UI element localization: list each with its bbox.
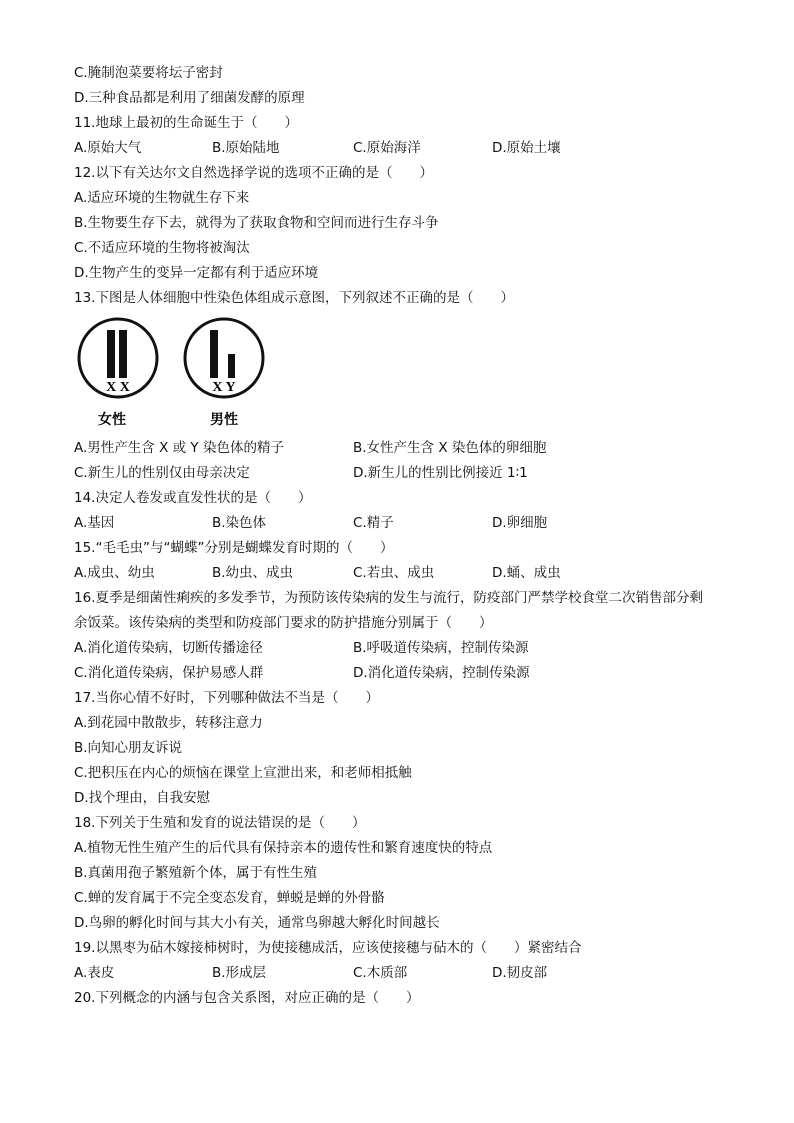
q12-stem: 12.以下有关达尔文自然选择学说的选项不正确的是（ ）: [74, 165, 433, 181]
q18-option-d: D.鸟卵的孵化时间与其大小有关，通常鸟卵越大孵化时间越长: [74, 915, 440, 931]
q18-option-b: B.真菌用孢子繁殖新个体，属于有性生殖: [74, 865, 318, 881]
q12-option-b: B.生物要生存下去，就得为了获取食物和空间而进行生存斗争: [74, 215, 439, 231]
q18-stem: 18.下列关于生殖和发育的说法错误的是（ ）: [74, 815, 366, 831]
q17-option-a: A.到花园中散散步，转移注意力: [74, 715, 263, 731]
q12-option-a: A.适应环境的生物就生存下来: [74, 190, 250, 206]
sex-chromosome-figure: [74, 316, 284, 432]
q18-option-c: C.蝉的发育属于不完全变态发育，蝉蜕是蝉的外骨骼: [74, 890, 385, 906]
q19-option-d: D.韧皮部: [492, 965, 548, 981]
male-label: 男性: [210, 412, 238, 428]
q14-stem: 14.决定人卷发或直发性状的是（ ）: [74, 490, 312, 506]
q17-option-b: B.向知心朋友诉说: [74, 740, 183, 756]
q16-option-b: B.呼吸道传染病，控制传染源: [353, 640, 529, 656]
q12-option-d: D.生物产生的变异一定都有利于适应环境: [74, 265, 319, 281]
q14-option-d: D.卵细胞: [492, 515, 548, 531]
male-x-chromosome: [210, 330, 218, 378]
q19-stem: 19.以黑枣为砧木嫁接柿树时，为使接穗成活，应该使接穗与砧木的（ ）紧密结合: [74, 940, 582, 956]
q14-option-b: B.染色体: [212, 515, 267, 531]
q16-option-a: A.消化道传染病，切断传播途径: [74, 640, 263, 656]
female-x-chromosome-2: [119, 330, 127, 378]
male-chromosome-letters: X Y: [212, 380, 236, 395]
q15-option-c: C.若虫、成虫: [353, 565, 435, 581]
q11-option-b: B.原始陆地: [212, 140, 280, 156]
q19-option-a: A.表皮: [74, 965, 115, 981]
q19-option-b: B.形成层: [212, 965, 267, 981]
female-x-chromosome-1: [107, 330, 115, 378]
q13-option-c: C.新生儿的性别仅由母亲决定: [74, 465, 250, 481]
q10-option-d: D.三种食品都是利用了细菌发酵的原理: [74, 90, 305, 106]
q15-option-b: B.幼虫、成虫: [212, 565, 294, 581]
q13-option-a: A.男性产生含 X 或 Y 染色体的精子: [74, 440, 284, 456]
q13-option-d: D.新生儿的性别比例接近 1∶1: [353, 465, 528, 481]
q20-stem: 20.下列概念的内涵与包含关系图，对应正确的是（ ）: [74, 990, 420, 1006]
q15-stem: 15.“毛毛虫”与“蝴蝶”分别是蝴蝶发育时期的（ ）: [74, 540, 394, 556]
q13-stem: 13.下图是人体细胞中性染色体组成示意图，下列叙述不正确的是（ ）: [74, 290, 514, 306]
q12-option-c: C.不适应环境的生物将被淘汰: [74, 240, 250, 256]
q16-option-c: C.消化道传染病，保护易感人群: [74, 665, 264, 681]
q19-option-c: C.木质部: [353, 965, 408, 981]
chromosome-diagram: [74, 316, 284, 432]
q17-stem: 17.当你心情不好时，下列哪种做法不当是（ ）: [74, 690, 379, 706]
q10-option-c: C.腌制泡菜要将坛子密封: [74, 65, 223, 81]
q17-option-c: C.把积压在内心的烦恼在课堂上宣泄出来，和老师相抵触: [74, 765, 412, 781]
q11-option-c: C.原始海洋: [353, 140, 421, 156]
q13-option-b: B.女性产生含 X 染色体的卵细胞: [353, 440, 547, 456]
q18-option-a: A.植物无性生殖产生的后代具有保持亲本的遗传性和繁育速度快的特点: [74, 840, 493, 856]
q11-stem: 11.地球上最初的生命诞生于（ ）: [74, 115, 298, 131]
q14-option-a: A.基因: [74, 515, 115, 531]
q15-option-a: A.成虫、幼虫: [74, 565, 155, 581]
q11-option-a: A.原始大气: [74, 140, 142, 156]
q17-option-d: D.找个理由，自我安慰: [74, 790, 211, 806]
q11-option-d: D.原始土壤: [492, 140, 561, 156]
q16-stem-line-1: 16.夏季是细菌性痢疾的多发季节，为预防该传染病的发生与流行，防疫部门严禁学校食堂二次销售部分剩: [74, 590, 703, 606]
male-y-chromosome: [228, 354, 235, 378]
female-chromosome-letters: X X: [106, 380, 130, 395]
q16-stem-line-2: 余饭菜。该传染病的类型和防疫部门要求的防护措施分别属于（ ）: [74, 615, 493, 631]
female-label: 女性: [98, 412, 126, 428]
q15-option-d: D.蛹、成虫: [492, 565, 561, 581]
q14-option-c: C.精子: [353, 515, 394, 531]
q16-option-d: D.消化道传染病，控制传染源: [353, 665, 530, 681]
